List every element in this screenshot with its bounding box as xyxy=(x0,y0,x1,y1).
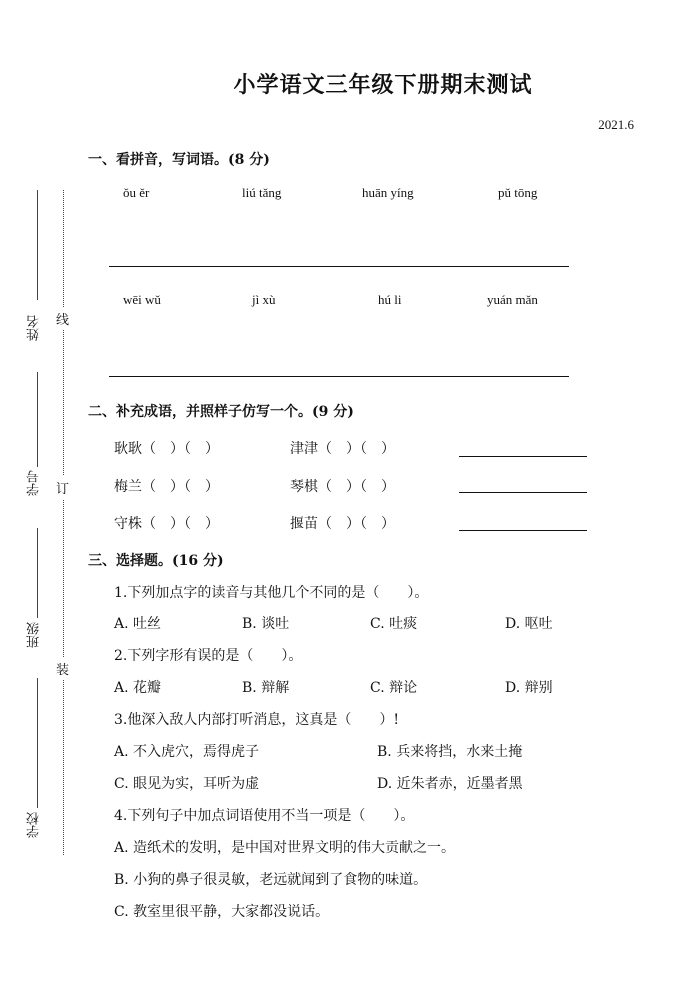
q4-option-b[interactable]: B. 小狗的鼻子很灵敏，老远就闻到了食物的味道。 xyxy=(114,872,428,888)
exam-date: 2021.6 xyxy=(598,117,634,132)
q4-option-a[interactable]: A. 造纸术的发明，是中国对世界文明的伟大贡献之一。 xyxy=(114,840,456,856)
binding-dotted-line xyxy=(63,190,64,855)
name-label: 姓名 xyxy=(27,315,42,341)
q4-option-c[interactable]: C. 教室里很平静，大家都没说话。 xyxy=(114,904,330,920)
imitate-blank-3[interactable] xyxy=(459,530,587,531)
q3-option-b[interactable]: B. 兵来将挡，水来土掩 xyxy=(377,744,523,760)
name-line xyxy=(37,190,38,300)
section3-heading: 三、选择题。(16 分) xyxy=(88,553,224,569)
school-label: 学校 xyxy=(27,812,42,838)
section2-heading: 二、补充成语，并照样子仿写一个。(9 分) xyxy=(88,404,354,420)
q1-option-b[interactable]: B. 谈吐 xyxy=(242,616,290,632)
binding-mark-line: 线 xyxy=(56,307,69,330)
pinyin-hu-li: hú li xyxy=(378,292,402,307)
question-1: 1.下列加点字的读音与其他几个不同的是（ ）。 xyxy=(114,585,429,601)
idiom-5: 守株（ ）（ ） xyxy=(114,516,219,532)
q3-option-a[interactable]: A. 不入虎穴，焉得虎子 xyxy=(114,744,260,760)
imitate-blank-1[interactable] xyxy=(459,456,587,457)
idiom-3: 梅兰（ ）（ ） xyxy=(114,479,219,495)
q1-option-a[interactable]: A. 吐丝 xyxy=(114,616,162,632)
question-4: 4.下列句子中加点词语使用不当一项是（ ）。 xyxy=(114,808,415,824)
q1-option-d[interactable]: D. 呕吐 xyxy=(505,616,553,632)
q2-option-a[interactable]: A. 花瓣 xyxy=(114,680,162,696)
question-2: 2.下列字形有误的是（ ）。 xyxy=(114,648,303,664)
student-no-label: 学号 xyxy=(27,470,42,496)
pinyin-liu-tang: liú tǎng xyxy=(242,185,282,200)
student-no-line xyxy=(37,372,38,467)
answer-line-1[interactable] xyxy=(109,266,569,267)
q2-option-c[interactable]: C. 辩论 xyxy=(370,680,418,696)
idiom-2: 津津（ ）（ ） xyxy=(290,441,395,457)
binding-mark-bind: 订 xyxy=(56,476,69,499)
school-line xyxy=(37,678,38,808)
binding-mark-install: 装 xyxy=(56,657,69,680)
idiom-4: 琴棋（ ）（ ） xyxy=(290,479,395,495)
class-line xyxy=(37,528,38,618)
q2-option-d[interactable]: D. 辩别 xyxy=(505,680,553,696)
q2-option-b[interactable]: B. 辩解 xyxy=(242,680,290,696)
pinyin-huan-ying: huān yíng xyxy=(362,185,414,200)
section1-heading: 一、看拼音，写词语。(8 分) xyxy=(88,152,270,168)
pinyin-wei-wu: wēi wǔ xyxy=(123,292,161,307)
q3-option-d[interactable]: D. 近朱者赤，近墨者黑 xyxy=(377,776,523,792)
idiom-1: 耿耿（ ）（ ） xyxy=(114,441,219,457)
answer-line-2[interactable] xyxy=(109,376,569,377)
pinyin-pu-tong: pǔ tōng xyxy=(498,185,538,200)
question-3: 3.他深入敌人内部打听消息，这真是（ ）! xyxy=(114,712,399,728)
q3-option-c[interactable]: C. 眼见为实，耳听为虚 xyxy=(114,776,260,792)
q1-option-c[interactable]: C. 吐痰 xyxy=(370,616,418,632)
imitate-blank-2[interactable] xyxy=(459,492,587,493)
idiom-6: 揠苗（ ）（ ） xyxy=(290,516,395,532)
pinyin-yuan-man: yuán mǎn xyxy=(487,292,538,307)
pinyin-ou-er: ǒu ěr xyxy=(123,185,150,200)
class-label: 班级 xyxy=(27,622,42,648)
page-title: 小学语文三年级下册期末测试 xyxy=(233,72,533,98)
pinyin-ji-xu: jì xù xyxy=(252,292,276,307)
